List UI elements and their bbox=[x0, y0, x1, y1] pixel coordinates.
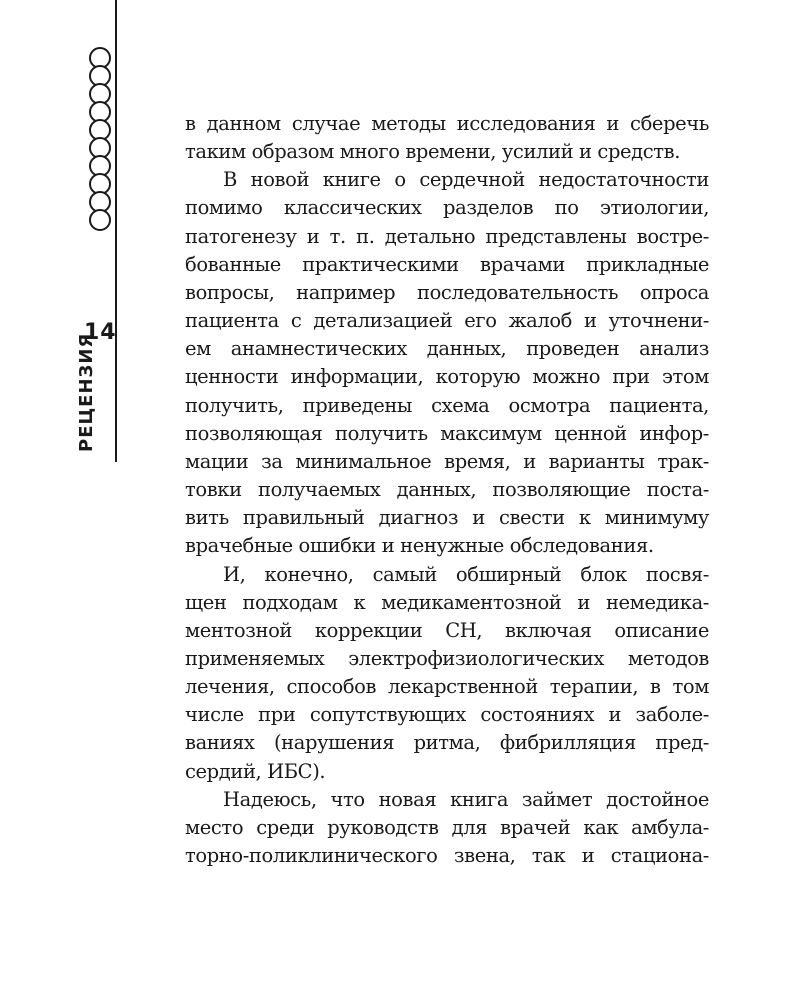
text-line: ем анамнестических данных, проведен анализ bbox=[185, 337, 709, 361]
running-head: РЕЦЕНЗИЯ bbox=[76, 332, 97, 452]
text-line: помимо классических разделов по этиологии, bbox=[185, 196, 709, 220]
text-line: ваниях (нарушения ритма, фибрилляция пред- bbox=[185, 731, 709, 755]
text-line: позволяющая получить максимум ценной инфор- bbox=[185, 421, 709, 445]
text-line: врачебные ошибки и ненужные обследования. bbox=[185, 534, 654, 558]
ring-icon bbox=[89, 209, 111, 231]
text-line: ментозной коррекции СН, включая описание bbox=[185, 618, 709, 642]
text-line: применяемых электрофизиологических методов bbox=[185, 646, 709, 670]
text-line: пациента с детализацией его жалоб и уточнени- bbox=[185, 309, 709, 333]
text-line: числе при сопутствующих состояниях и заболе- bbox=[185, 703, 709, 727]
text-line: Надеюсь, что новая книга займет достойное bbox=[223, 787, 709, 811]
text-line: И, конечно, самый обширный блок посвя- bbox=[223, 562, 709, 586]
text-line: торно-поликлинического звена, так и стациона- bbox=[185, 844, 709, 868]
text-line: получить, приведены схема осмотра пациента, bbox=[185, 393, 709, 417]
page-number: 14 bbox=[84, 320, 117, 345]
text-line: место среди руководств для врачей как амбула- bbox=[185, 815, 709, 839]
text-line: вить правильный диагноз и свести к минимуму bbox=[185, 506, 709, 530]
text-line: патогенезу и т. п. детально представлены востре- bbox=[185, 224, 709, 248]
text-line: вопросы, например последовательность опроса bbox=[185, 280, 709, 304]
text-line: в данном случае методы исследования и сберечь bbox=[185, 112, 709, 135]
text-line: таким образом много времени, усилий и средств. bbox=[185, 140, 681, 164]
text-line: сердий, ИБС). bbox=[185, 759, 326, 783]
text-line: лечения, способов лекарственной терапии, в том bbox=[185, 675, 709, 699]
text-line: В новой книге о сердечной недостаточности bbox=[223, 168, 709, 192]
text-line: щен подходам к медикаментозной и немедика- bbox=[185, 590, 709, 614]
text-line: бованные практическими врачами прикладные bbox=[185, 252, 709, 276]
body-text bbox=[185, 110, 709, 870]
ring-ornament bbox=[89, 47, 119, 227]
text-line: мации за минимальное время, и варианты трак- bbox=[185, 449, 709, 473]
text-line: товки получаемых данных, позволяющие поста- bbox=[185, 478, 709, 502]
text-line: ценности информации, которую можно при этом bbox=[185, 365, 709, 389]
